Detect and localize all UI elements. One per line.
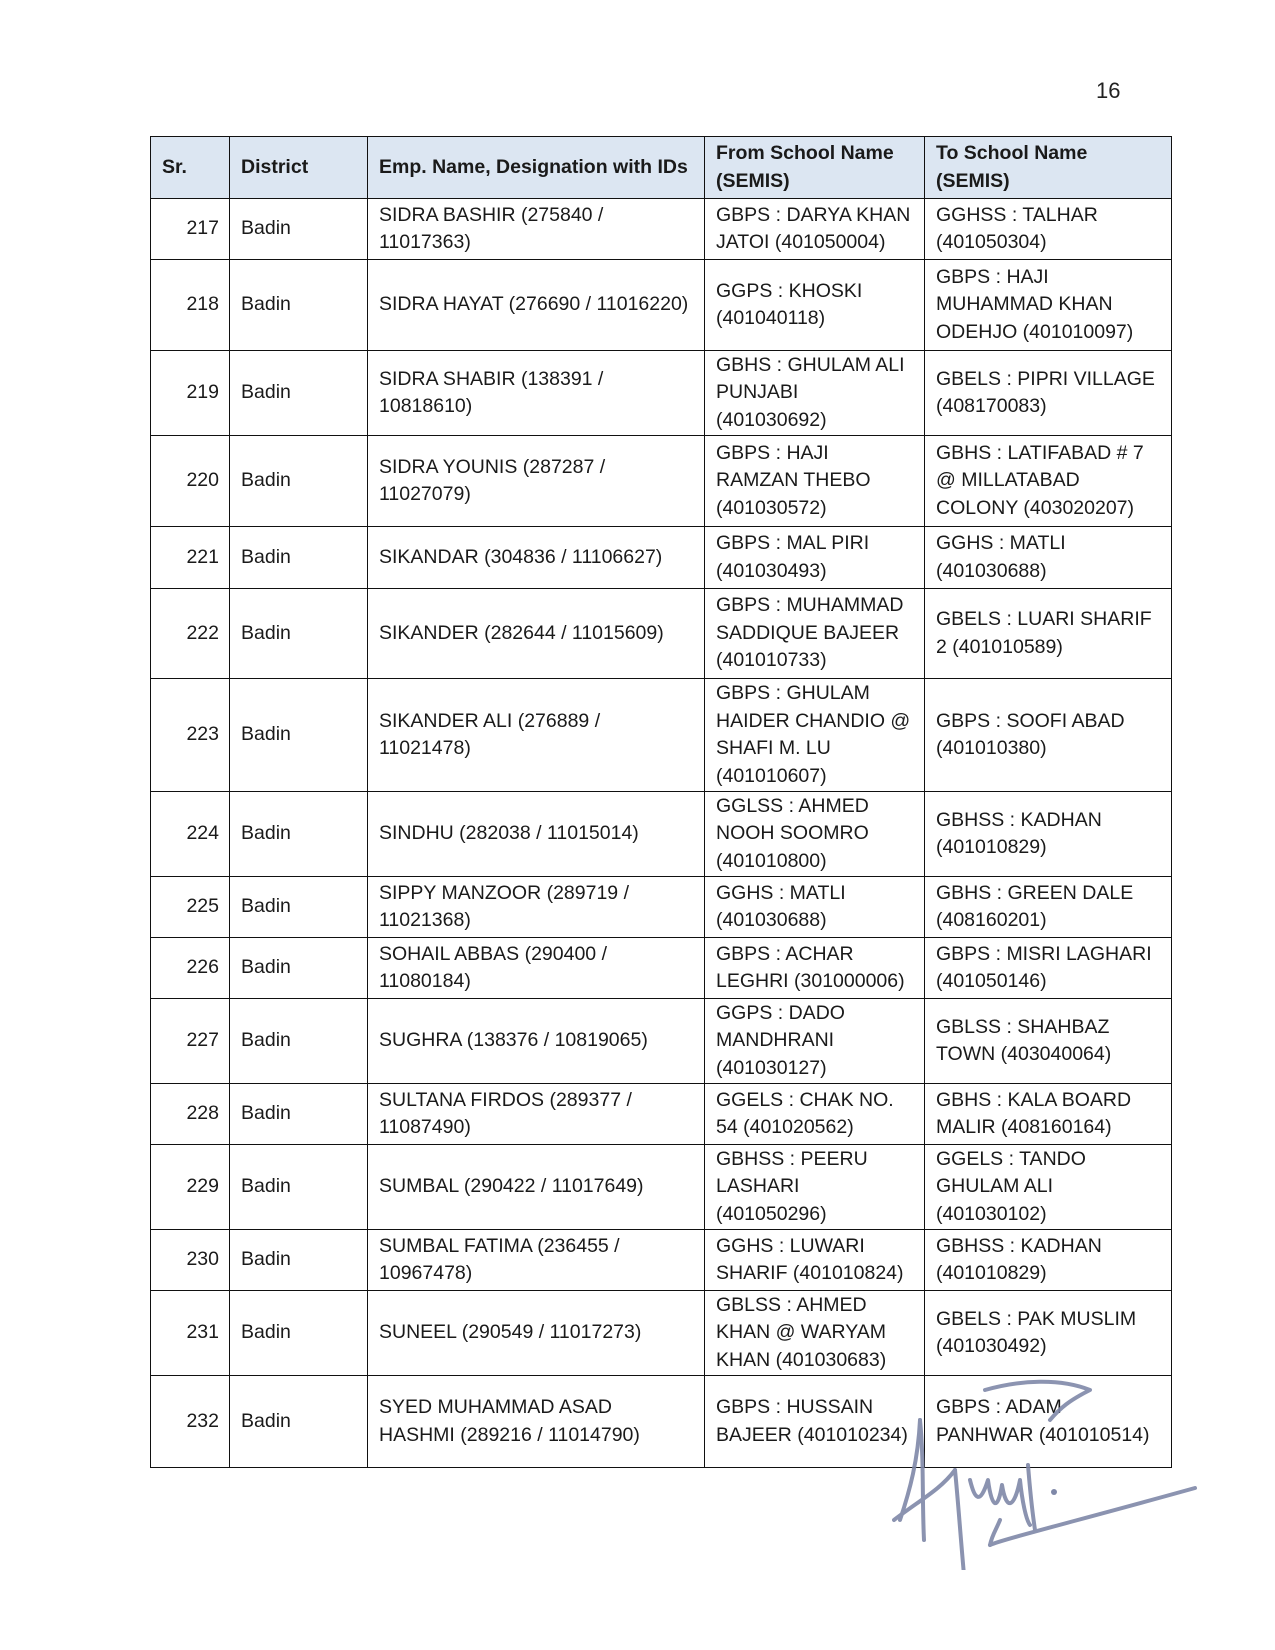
cell-district: Badin: [230, 1376, 368, 1468]
header-district: District: [230, 137, 368, 199]
table-row: [151, 938, 1172, 999]
cell-from-school: GBPS : HAJI RAMZAN THEBO (401030572): [705, 436, 925, 527]
cell-to-school: GGHSS : TALHAR (401050304): [925, 199, 1172, 260]
cell-sr: 227: [151, 999, 230, 1084]
cell-from-school: GBPS : HUSSAIN BAJEER (401010234): [705, 1376, 925, 1468]
table-row: [151, 792, 1172, 877]
cell-sr: 226: [151, 938, 230, 999]
cell-district: Badin: [230, 351, 368, 436]
signature-stroke: [990, 1488, 1195, 1545]
cell-to-school: GGELS : TANDO GHULAM ALI (401030102): [925, 1145, 1172, 1230]
table-row: [151, 527, 1172, 589]
cell-district: Badin: [230, 792, 368, 877]
cell-employee: SIKANDAR (304836 / 11106627): [368, 527, 705, 589]
table-row: [151, 260, 1172, 351]
cell-sr: 223: [151, 679, 230, 792]
cell-to-school: GBLSS : SHAHBAZ TOWN (403040064): [925, 999, 1172, 1084]
header-employee: Emp. Name, Designation with IDs: [368, 137, 705, 199]
cell-from-school: GGPS : KHOSKI (401040118): [705, 260, 925, 351]
cell-employee: SIPPY MANZOOR (289719 / 11021368): [368, 877, 705, 938]
cell-sr: 222: [151, 589, 230, 679]
header-to-school: To School Name (SEMIS): [925, 137, 1172, 199]
table-row: [151, 199, 1172, 260]
table-row: [151, 1084, 1172, 1145]
cell-sr: 219: [151, 351, 230, 436]
cell-district: Badin: [230, 527, 368, 589]
cell-employee: SYED MUHAMMAD ASAD HASHMI (289216 / 11014790): [368, 1376, 705, 1468]
cell-to-school: GBPS : HAJI MUHAMMAD KHAN ODEHJO (401010097): [925, 260, 1172, 351]
cell-from-school: GGLSS : AHMED NOOH SOOMRO (401010800): [705, 792, 925, 877]
cell-employee: SINDHU (282038 / 11015014): [368, 792, 705, 877]
table-header-row: [151, 137, 1172, 199]
table-row: [151, 1230, 1172, 1291]
cell-district: Badin: [230, 1084, 368, 1145]
cell-to-school: GBPS : SOOFI ABAD (401010380): [925, 679, 1172, 792]
cell-to-school: GBPS : ADAM PANHWAR (401010514): [925, 1376, 1172, 1468]
cell-employee: SUMBAL FATIMA (236455 / 10967478): [368, 1230, 705, 1291]
cell-employee: SIDRA HAYAT (276690 / 11016220): [368, 260, 705, 351]
cell-sr: 225: [151, 877, 230, 938]
header-sr: Sr.: [151, 137, 230, 199]
table-body: [151, 199, 1172, 1468]
cell-from-school: GBPS : MAL PIRI (401030493): [705, 527, 925, 589]
cell-from-school: GGHS : LUWARI SHARIF (401010824): [705, 1230, 925, 1291]
cell-district: Badin: [230, 999, 368, 1084]
cell-from-school: GBPS : DARYA KHAN JATOI (401050004): [705, 199, 925, 260]
cell-employee: SOHAIL ABBAS (290400 / 11080184): [368, 938, 705, 999]
cell-from-school: GBPS : ACHAR LEGHRI (301000006): [705, 938, 925, 999]
cell-sr: 217: [151, 199, 230, 260]
cell-district: Badin: [230, 1230, 368, 1291]
cell-employee: SIDRA SHABIR (138391 / 10818610): [368, 351, 705, 436]
cell-employee: SIKANDER ALI (276889 / 11021478): [368, 679, 705, 792]
cell-district: Badin: [230, 436, 368, 527]
cell-district: Badin: [230, 260, 368, 351]
cell-district: Badin: [230, 938, 368, 999]
table-row: [151, 1145, 1172, 1230]
signature-stroke: [970, 1480, 1030, 1525]
cell-sr: 230: [151, 1230, 230, 1291]
cell-employee: SIDRA YOUNIS (287287 / 11027079): [368, 436, 705, 527]
cell-district: Badin: [230, 1291, 368, 1376]
table-row: [151, 1291, 1172, 1376]
cell-to-school: GBHS : KALA BOARD MALIR (408160164): [925, 1084, 1172, 1145]
cell-district: Badin: [230, 1145, 368, 1230]
cell-from-school: GBPS : GHULAM HAIDER CHANDIO @ SHAFI M. LU (401010607): [705, 679, 925, 792]
cell-sr: 218: [151, 260, 230, 351]
table-row: [151, 436, 1172, 527]
signature-stroke: [955, 1470, 964, 1570]
cell-sr: 229: [151, 1145, 230, 1230]
cell-district: Badin: [230, 679, 368, 792]
cell-sr: 232: [151, 1376, 230, 1468]
transfer-table: [150, 136, 1172, 1468]
cell-from-school: GGPS : DADO MANDHRANI (401030127): [705, 999, 925, 1084]
cell-employee: SUNEEL (290549 / 11017273): [368, 1291, 705, 1376]
cell-from-school: GGELS : CHAK NO. 54 (401020562): [705, 1084, 925, 1145]
cell-employee: SIDRA BASHIR (275840 / 11017363): [368, 199, 705, 260]
cell-from-school: GGHS : MATLI (401030688): [705, 877, 925, 938]
signature-stroke: [1028, 1465, 1035, 1530]
cell-to-school: GBPS : MISRI LAGHARI (401050146): [925, 938, 1172, 999]
table-row: [151, 1376, 1172, 1468]
cell-to-school: GBHS : LATIFABAD # 7 @ MILLATABAD COLONY (403020207): [925, 436, 1172, 527]
table-row: [151, 877, 1172, 938]
page-number: 16: [1096, 78, 1121, 103]
table-row: [151, 351, 1172, 436]
cell-from-school: GBPS : MUHAMMAD SADDIQUE BAJEER (401010733): [705, 589, 925, 679]
cell-from-school: GBHSS : PEERU LASHARI (401050296): [705, 1145, 925, 1230]
cell-to-school: GGHS : MATLI (401030688): [925, 527, 1172, 589]
cell-sr: 228: [151, 1084, 230, 1145]
signature-stroke: [894, 1470, 955, 1520]
cell-employee: SUGHRA (138376 / 10819065): [368, 999, 705, 1084]
cell-to-school: GBELS : PAK MUSLIM (401030492): [925, 1291, 1172, 1376]
cell-from-school: GBHS : GHULAM ALI PUNJABI (401030692): [705, 351, 925, 436]
cell-sr: 224: [151, 792, 230, 877]
cell-to-school: GBELS : PIPRI VILLAGE (408170083): [925, 351, 1172, 436]
cell-sr: 231: [151, 1291, 230, 1376]
table-row: [151, 999, 1172, 1084]
cell-district: Badin: [230, 589, 368, 679]
cell-from-school: GBLSS : AHMED KHAN @ WARYAM KHAN (401030683): [705, 1291, 925, 1376]
signature-stroke: [990, 1520, 1000, 1545]
cell-to-school: GBHS : GREEN DALE (408160201): [925, 877, 1172, 938]
cell-district: Badin: [230, 199, 368, 260]
cell-employee: SULTANA FIRDOS (289377 / 11087490): [368, 1084, 705, 1145]
cell-employee: SUMBAL (290422 / 11017649): [368, 1145, 705, 1230]
cell-sr: 221: [151, 527, 230, 589]
cell-to-school: GBELS : LUARI SHARIF 2 (401010589): [925, 589, 1172, 679]
cell-district: Badin: [230, 877, 368, 938]
table-row: [151, 679, 1172, 792]
cell-sr: 220: [151, 436, 230, 527]
header-from-school: From School Name (SEMIS): [705, 137, 925, 199]
signature-dot: [1051, 1489, 1057, 1495]
cell-employee: SIKANDER (282644 / 11015609): [368, 589, 705, 679]
cell-to-school: GBHSS : KADHAN (401010829): [925, 1230, 1172, 1291]
table-row: [151, 589, 1172, 679]
cell-to-school: GBHSS : KADHAN (401010829): [925, 792, 1172, 877]
